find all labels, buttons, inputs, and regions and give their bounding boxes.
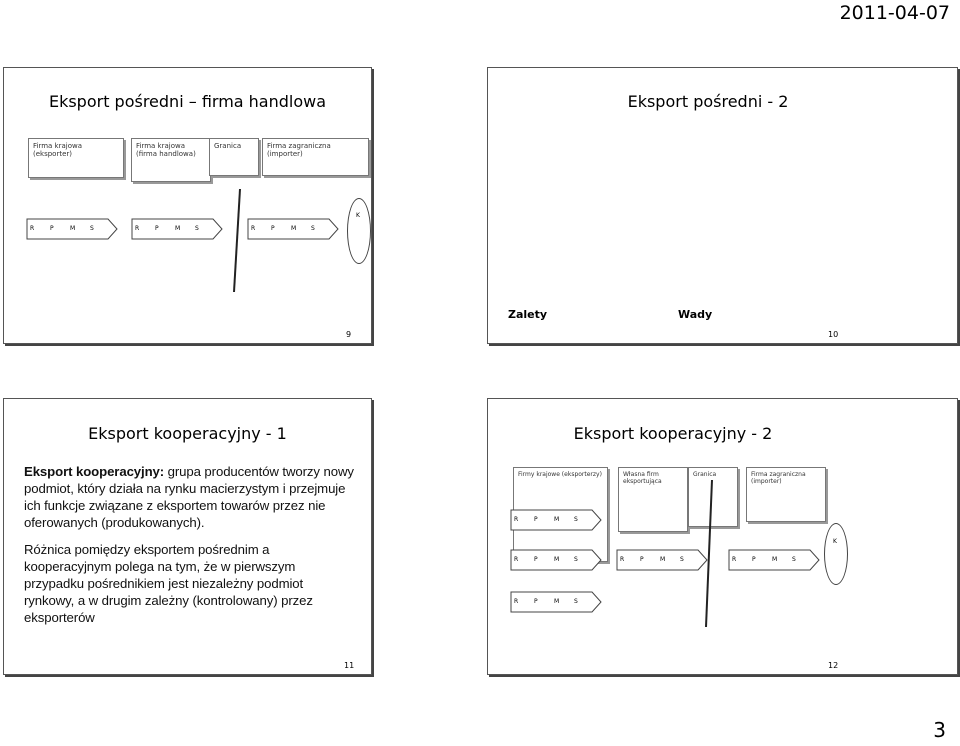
definition-term: Eksport kooperacyjny: — [24, 464, 165, 479]
chain-letter: M — [291, 225, 297, 232]
chain-letter: R — [251, 225, 256, 232]
box-domestic-exporters: Firmy krajowe (eksporterzy) — [513, 467, 608, 562]
slide-title: Eksport kooperacyjny - 2 — [573, 424, 773, 443]
customer-ellipse — [347, 198, 371, 264]
chain-letter: P — [534, 556, 538, 563]
chain-letter: P — [534, 516, 538, 523]
customer-ellipse — [824, 523, 848, 585]
chain-letter: P — [640, 556, 644, 563]
box-domestic-trading: Firma krajowa (firma handlowa) — [131, 138, 211, 182]
border-line — [702, 479, 716, 629]
chain-letter: R — [514, 556, 519, 563]
disadvantages-header: Wady — [678, 308, 713, 321]
chain-letter: M — [660, 556, 666, 563]
chain-letter: S — [90, 225, 94, 232]
chain-letter: R — [135, 225, 140, 232]
header-date: 2011-04-07 — [839, 2, 950, 24]
definition-paragraph — [24, 463, 359, 531]
box-border: Granica — [209, 138, 259, 176]
chain-letter: P — [534, 598, 538, 605]
box-foreign-importer: Firma zagraniczna (importer) — [262, 138, 369, 176]
chain-letter: M — [772, 556, 778, 563]
chain-letter: P — [271, 225, 275, 232]
box-foreign-importer: Firma zagraniczna (importer) — [746, 467, 826, 522]
chain-letter: P — [155, 225, 159, 232]
slide-number: 11 — [344, 661, 355, 670]
chain-letter: S — [792, 556, 796, 563]
slide-number: 9 — [346, 330, 352, 339]
box-own-export-firm: Własna firm eksportująca — [618, 467, 688, 532]
value-chain-top — [510, 509, 602, 531]
chain-letter: S — [680, 556, 684, 563]
definition-text: grupa producentów tworzy nowy podmiot, który działa na rynku macierzystym i przejmuje ich funkcje związane z eksportem towarów przez nie oferowanych (produkowanych). — [24, 464, 354, 530]
chain-letter: P — [50, 225, 54, 232]
advantages-header: Zalety — [508, 308, 548, 321]
chain-letter: M — [554, 516, 560, 523]
chain-letter: S — [574, 556, 578, 563]
difference-paragraph: Różnica pomiędzy eksportem pośrednim a kooperacyjnym polega na tym, że w pierwszym przypadku pośrednikiem jest niezależny podmiot rynkowy, a w drugim zależny (kontrolowany) przez eksporterów — [24, 542, 313, 625]
chain-letter: R — [620, 556, 625, 563]
slide-title: Eksport pośredni – firma handlowa — [48, 92, 327, 111]
slide-12 — [487, 398, 958, 675]
chain-letter: P — [752, 556, 756, 563]
slide-title: Eksport kooperacyjny - 1 — [88, 424, 287, 443]
slide-title: Eksport pośredni - 2 — [627, 92, 789, 111]
slide-10 — [487, 67, 958, 344]
chain-letter: M — [554, 556, 560, 563]
value-chain-3 — [247, 218, 339, 240]
slide-number: 12 — [828, 661, 839, 670]
customer-label: K — [356, 212, 360, 219]
chain-letter: S — [574, 516, 578, 523]
box-border: Granica — [688, 467, 738, 527]
chain-letter: M — [175, 225, 181, 232]
chain-letter: R — [732, 556, 737, 563]
slide-11 — [3, 398, 372, 675]
slide-9 — [3, 67, 372, 344]
chain-letter: S — [195, 225, 199, 232]
value-chain-export-firm — [616, 549, 708, 571]
customer-label: K — [833, 538, 837, 545]
value-chain-1 — [26, 218, 118, 240]
value-chain-middle — [510, 549, 602, 571]
value-chain-importer — [728, 549, 820, 571]
page-number: 3 — [933, 718, 946, 742]
chain-letter: R — [30, 225, 35, 232]
value-chain-2 — [131, 218, 223, 240]
slide-number: 10 — [828, 330, 839, 339]
border-line — [230, 188, 244, 293]
chain-letter: S — [311, 225, 315, 232]
chain-letter: R — [514, 516, 519, 523]
value-chain-bottom — [510, 591, 602, 613]
chain-letter: S — [574, 598, 578, 605]
chain-letter: M — [554, 598, 560, 605]
chain-letter: M — [70, 225, 76, 232]
chain-letter: R — [514, 598, 519, 605]
box-domestic-exporter: Firma krajowa (eksporter) — [28, 138, 124, 178]
